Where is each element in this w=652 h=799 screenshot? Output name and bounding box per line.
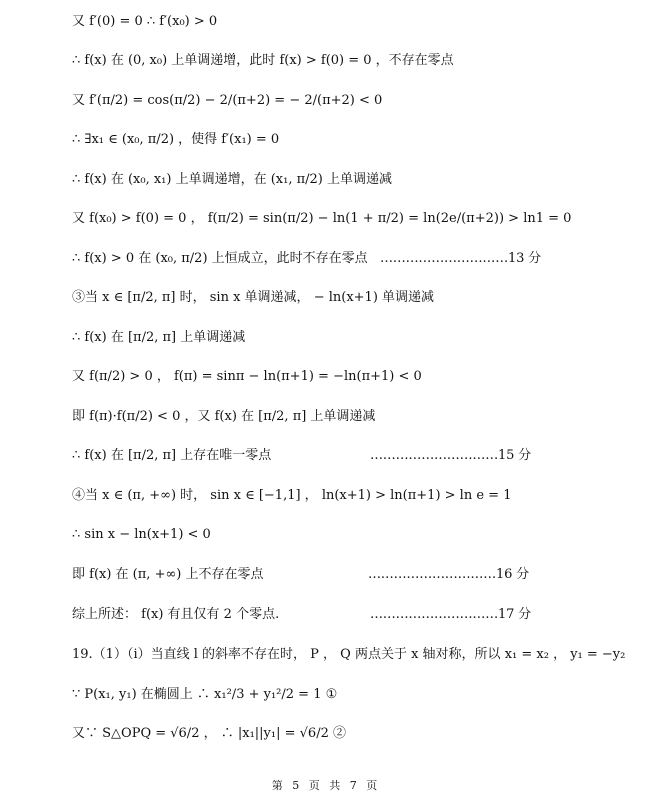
score-marker: …………………………17 分 <box>370 607 531 622</box>
text-line <box>72 484 632 508</box>
text-line <box>72 168 632 192</box>
line-text: 19.（1）（ⅰ）当直线 l 的斜率不存在时， P ， Q 两点关于 x 轴对称，所以 x₁ = x₂ ， y₁ = −y₂ <box>72 647 626 662</box>
text-line <box>72 444 632 468</box>
text-line <box>72 286 632 310</box>
text-line <box>72 10 632 34</box>
line-text: ∴ f(x) 在 (0, x₀) 上单调递增，此时 f(x) > f(0) = 0 ，不存在零点 <box>72 53 454 68</box>
line-text: ④当 x ∈ (π, +∞) 时， sin x ∈ [−1,1] ， ln(x+1) > ln(π+1) > ln e = 1 <box>72 488 512 503</box>
line-text: ∴ f(x) 在 (x₀, x₁) 上单调递增，在 (x₁, π/2) 上单调递减 <box>72 172 392 187</box>
text-line <box>72 722 632 746</box>
line-text: ③当 x ∈ [π/2, π] 时， sin x 单调递减， − ln(x+1) 单调递减 <box>72 290 435 305</box>
score-marker: …………………………15 分 <box>370 448 531 463</box>
line-text: ∴ sin x − ln(x+1) < 0 <box>72 527 211 542</box>
text-line <box>72 683 632 707</box>
line-text: ∴ f(x) 在 [π/2, π] 上单调递减 <box>72 330 246 345</box>
score-marker: …………………………16 分 <box>368 567 529 582</box>
line-text: ∵ P(x₁, y₁) 在椭圆上 ∴ x₁²/3 + y₁²/2 = 1 ① <box>72 687 338 702</box>
line-text: 又∵ S△OPQ = √6/2 ， ∴ |x₁||y₁| = √6/2 ② <box>72 726 346 741</box>
line-text: ∴ f(x) > 0 在 (x₀, π/2) 上恒成立，此时不存在零点 <box>72 251 368 266</box>
line-text: 又 f(π/2) > 0 ， f(π) = sinπ − ln(π+1) = −ln(π+1) < 0 <box>72 369 422 384</box>
text-line <box>72 49 632 73</box>
text-line <box>72 643 632 667</box>
text-line <box>72 603 632 627</box>
line-text: 又 f′(0) = 0 ∴ f′(x₀) > 0 <box>72 14 218 29</box>
line-text: 又 f′(π/2) = cos(π/2) − 2/(π+2) = − 2/(π+2) < 0 <box>72 93 383 108</box>
line-text: 又 f(x₀) > f(0) = 0 ， f(π/2) = sin(π/2) − ln(1 + π/2) = ln(2e/(π+2)) > ln1 = 0 <box>72 211 572 226</box>
text-line <box>72 326 632 350</box>
line-text: ∴ f(x) 在 [π/2, π] 上存在唯一零点 <box>72 448 272 463</box>
text-line <box>72 563 632 587</box>
text-line <box>72 128 632 152</box>
line-text: 即 f(x) 在 (π, +∞) 上不存在零点 <box>72 567 264 582</box>
score-marker: …………………………13 分 <box>380 251 541 266</box>
text-line <box>72 207 632 231</box>
text-line <box>72 523 632 547</box>
line-text: 综上所述： f(x) 有且仅有 2 个零点. <box>72 607 280 622</box>
page-footer: 第 5 页 共 7 页 <box>271 779 381 792</box>
line-text: ∴ ∃x₁ ∈ (x₀, π/2) ，使得 f′(x₁) = 0 <box>72 132 280 147</box>
text-line <box>72 247 632 271</box>
line-text: 即 f(π)·f(π/2) < 0 ，又 f(x) 在 [π/2, π] 上单调递减 <box>72 409 376 424</box>
text-line <box>72 405 632 429</box>
text-line <box>72 89 632 113</box>
text-line <box>72 365 632 389</box>
